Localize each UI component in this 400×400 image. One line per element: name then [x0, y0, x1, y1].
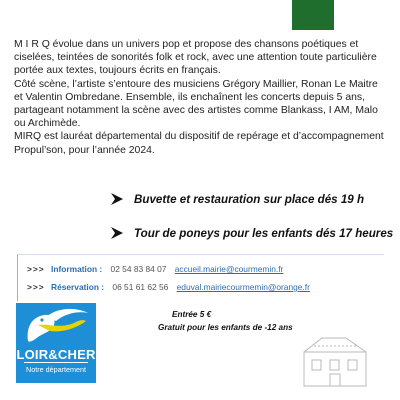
highlight-pony-rides: Tour de poneys pour les enfants dés 17 heures [134, 226, 394, 240]
information-phone: 02 54 83 84 07 [110, 264, 167, 274]
paragraph-award: MIRQ est lauréat départemental du dispositif de repérage et d’accompagnement Propul’son, pour l’année 2024. [14, 131, 384, 156]
green-header-block [292, 0, 334, 30]
reservation-label: Réservation : [51, 282, 105, 292]
contact-reservation-row [27, 282, 310, 292]
bird-emblem-icon [16, 303, 96, 347]
highlight-refreshments: Buvette et restauration sur place dés 19 h [134, 192, 365, 206]
logo-divider [24, 362, 88, 363]
highlight-item [110, 222, 395, 244]
children-free: Gratuit pour les enfants de -12 ans [158, 322, 293, 332]
contact-information-row [27, 264, 283, 274]
paragraph-intro: M I R Q évolue dans un univers pop et propose des chansons poétiques et ciselées, teintées de sonorités folk et rock, avec une attention toute particulière portée aux textes, toujours écrits en français. [14, 39, 377, 77]
entry-price: Entrée 5 € [172, 310, 212, 319]
reservation-phone: 06 51 61 62 56 [112, 282, 169, 292]
paragraph-stage: Côté scène, l’artiste s’entoure des musiciens Grégory Maillier, Ronan Le Maitre et Valentin Ombredane. Ensemble, ils enchaînent les concerts depuis 5 ans, partageant notamment la scène avec des artistes comme Blankass, I AM, Malo ou Archimède. [14, 78, 378, 130]
reservation-email-link[interactable]: eduval.mairiecourmemin@orange.fr [176, 282, 310, 292]
chevron-prefix: >>> [27, 282, 45, 292]
logo-name: LOIR&CHER [16, 347, 96, 362]
logo-tagline: Notre département [26, 365, 86, 374]
arrow-bullet-icon [110, 226, 124, 240]
loir-et-cher-logo [16, 303, 96, 383]
building-sketch-icon [300, 330, 370, 388]
information-email-link[interactable]: accueil.mairie@courmemin.fr [174, 264, 284, 274]
information-label: Information : [51, 264, 103, 274]
highlights-list [110, 188, 395, 256]
price-info [158, 309, 293, 334]
chevron-prefix: >>> [27, 264, 45, 274]
highlight-item [110, 188, 395, 210]
arrow-bullet-icon [110, 192, 124, 206]
description-text [14, 38, 386, 157]
contact-box [17, 254, 384, 301]
